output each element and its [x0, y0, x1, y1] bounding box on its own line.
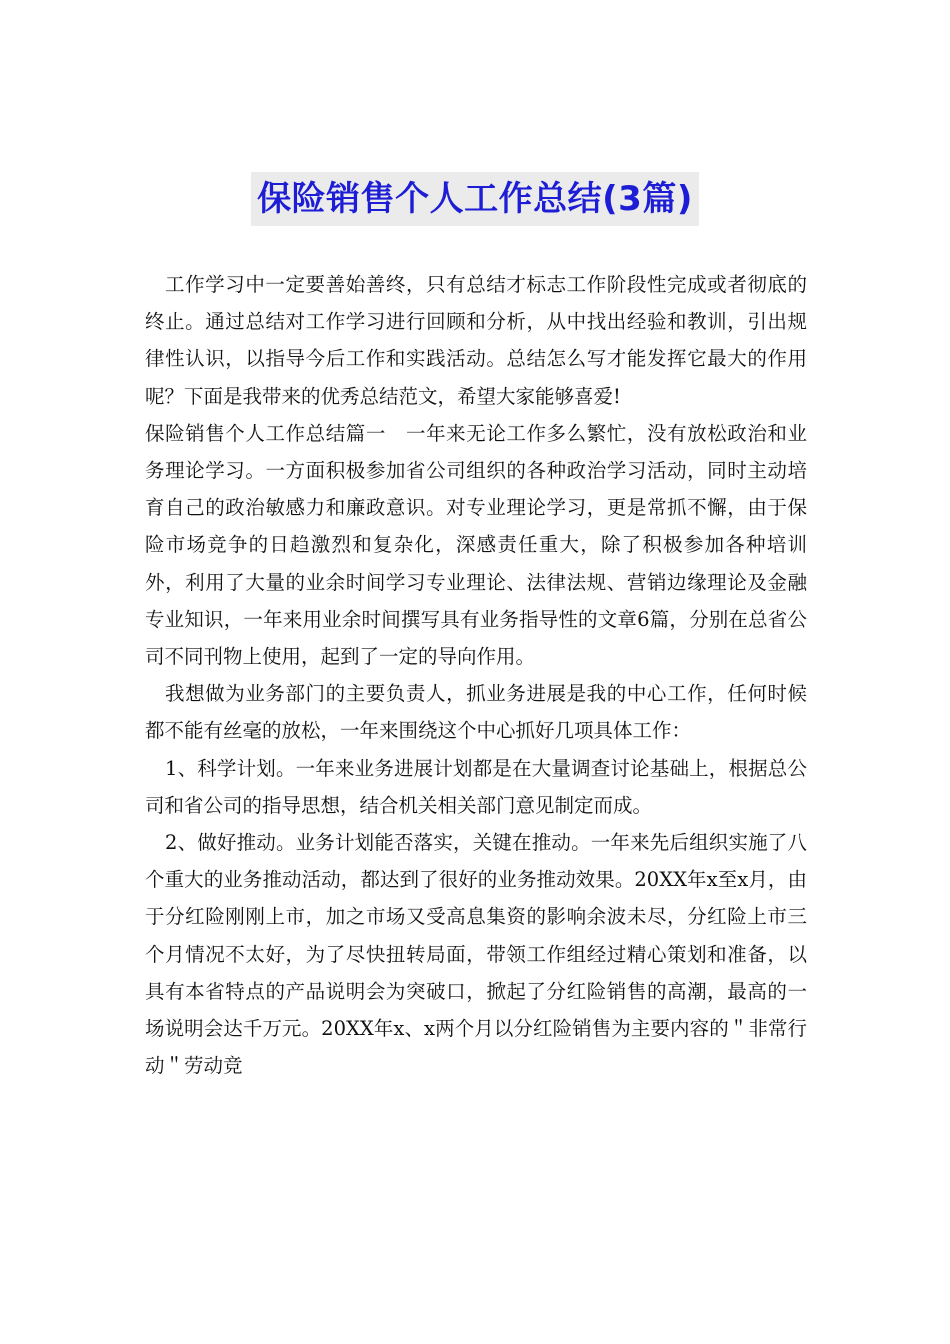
section-one-paragraph: 保险销售个人工作总结篇一 一年来无论工作多么繁忙，没有放松政治和业务理论学习。一方面积极参加省公司组织的各种政治学习活动，同时主动培育自己的政治敏感力和廉政意识。对专业理论学习，更是常抓不懈，由于保险市场竞争的日趋激烈和复杂化，深感责任重大，除了积极参加各种培训外，利用了大量的业余时间学习专业理论、法律法规、营销边缘理论及金融专业知识，一年来用业余时间撰写具有业务指导性的文章6篇，分别在总省公司不同刊物上使用，起到了一定的导向作用。	[145, 421, 807, 669]
list-item-promotion: 2、做好推动。业务计划能否落实，关键在推动。一年来先后组织实施了八个重大的业务推动活动，都达到了很好的业务推动效果。20XX年x至x月，由于分红险刚刚上市，加之市场又受高息集资的影响余波未尽，分红险上市三个月情况不太好，为了尽快扭转局面，带领工作组经过精心策划和准备，以具有本省特点的产品说明会为突破口，掀起了分红险销售的高潮，最高的一场说明会达千万元。20XX年x、x两个月以分红险销售为主要内容的＂非常行动＂劳动竞	[145, 831, 807, 1078]
body-paragraph: 我想做为业务部门的主要负责人，抓业务进展是我的中心工作，任何时候都不能有丝毫的放松，一年来围绕这个中心抓好几项具体工作：	[145, 682, 807, 743]
document-body	[145, 266, 807, 1084]
title-container	[0, 172, 950, 226]
document-title: 保险销售个人工作总结(3篇)	[251, 172, 699, 226]
intro-paragraph: 工作学习中一定要善始善终，只有总结才标志工作阶段性完成或者彻底的终止。通过总结对工作学习进行回顾和分析，从中找出经验和教训，引出规律性认识，以指导今后工作和实践活动。总结怎么写才能发挥它最大的作用呢？下面是我带来的优秀总结范文，希望大家能够喜爱!	[145, 273, 807, 408]
list-item-plan: 1、科学计划。一年来业务进展计划都是在大量调查讨论基础上，根据总公司和省公司的指导思想，结合机关相关部门意见制定而成。	[145, 756, 807, 817]
